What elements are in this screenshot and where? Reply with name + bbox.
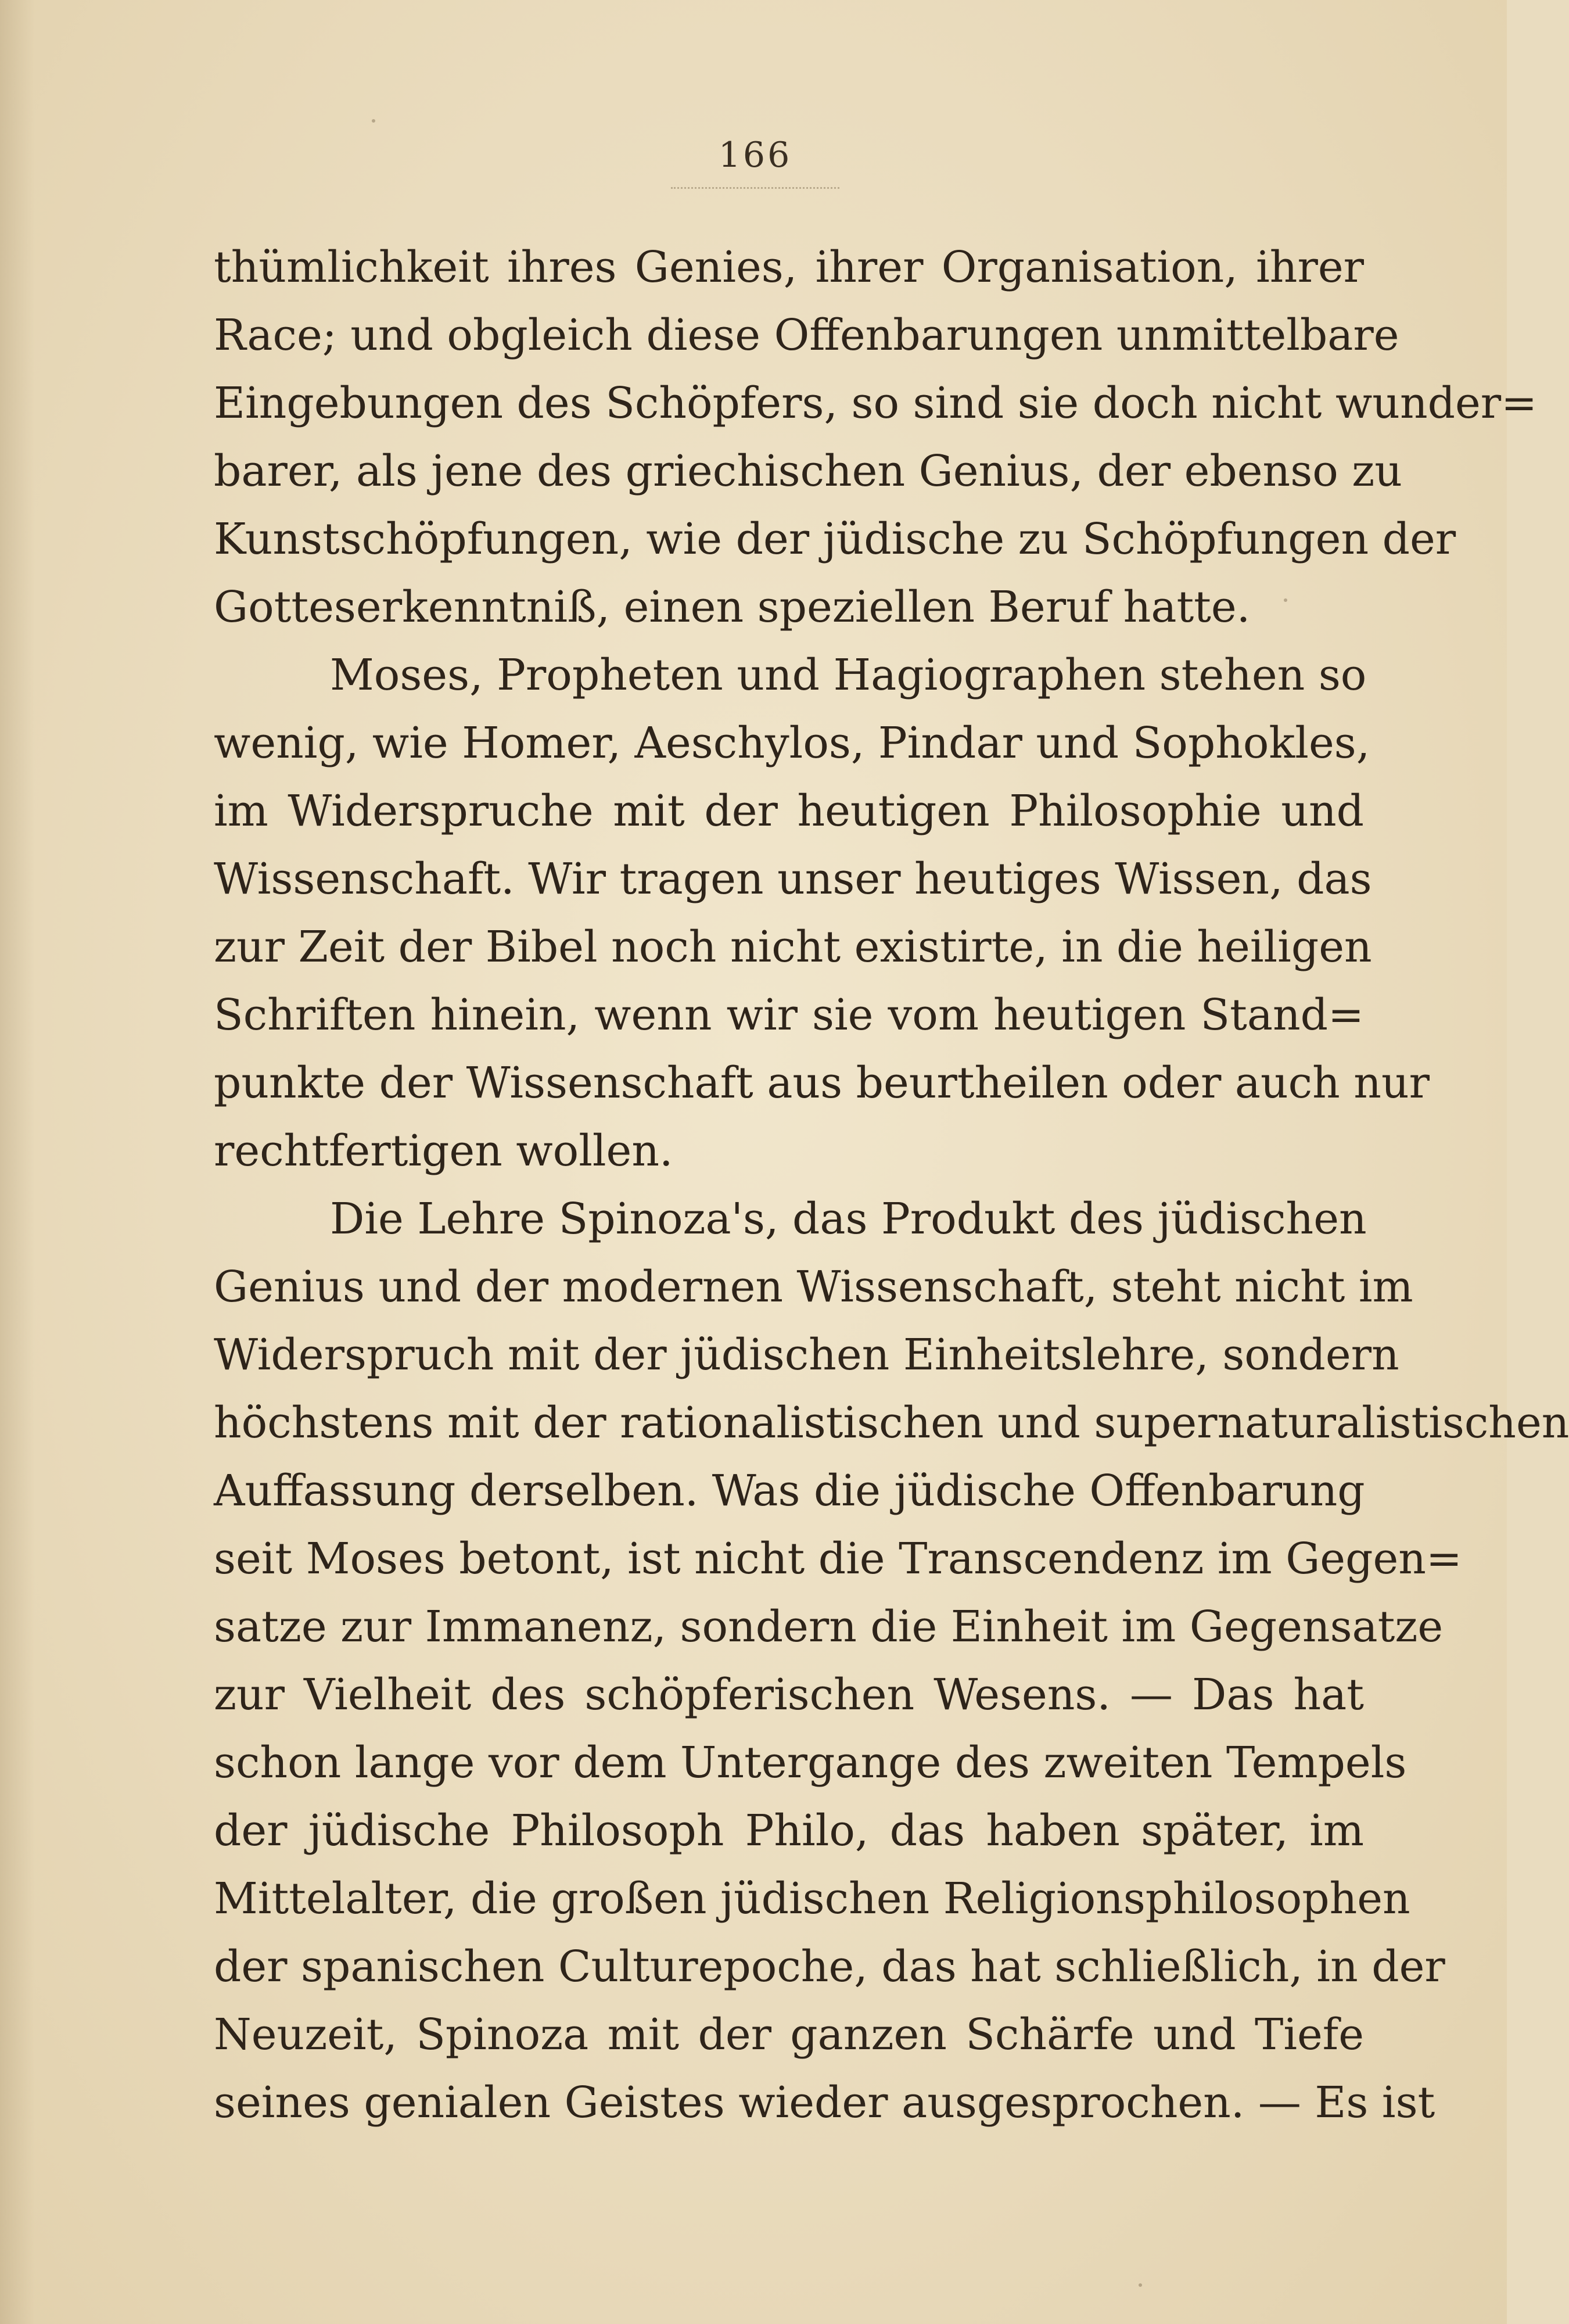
- text-line: seit Moses betont, ist nicht die Transcendenz im Gegen=: [214, 1534, 1462, 1584]
- text-line: der jüdische Philosoph Philo, das haben später, im: [214, 1806, 1364, 1856]
- header-ornament-rule: [671, 187, 839, 189]
- text-line: wenig, wie Homer, Aeschylos, Pindar und Sophokles,: [214, 718, 1370, 768]
- text-line: punkte der Wissenschaft aus beurtheilen oder auch nur: [214, 1058, 1430, 1108]
- text-line: Kunstschöpfungen, wie der jüdische zu Schöpfungen der: [214, 514, 1456, 564]
- text-line: Eingebungen des Schöpfers, so sind sie doch nicht wunder=: [214, 378, 1538, 428]
- text-line: zur Vielheit des schöpferischen Wesens. — Das hat: [214, 1670, 1364, 1720]
- text-line: seines genialen Geistes wieder ausgesprochen. — Es ist: [214, 2078, 1435, 2128]
- paper-speck: [372, 119, 375, 123]
- text-line: satze zur Immanenz, sondern die Einheit im Gegensatze: [214, 1602, 1444, 1652]
- text-line: Auffassung derselben. Was die jüdische Offenbarung: [214, 1466, 1365, 1516]
- page-number: 166: [718, 135, 792, 175]
- text-line: Widerspruch mit der jüdischen Einheitslehre, sondern: [214, 1330, 1399, 1380]
- text-line: Wissenschaft. Wir tragen unser heutiges Wissen, das: [214, 854, 1372, 904]
- text-line: Gotteserkenntniß, einen speziellen Beruf hatte.: [214, 582, 1251, 632]
- text-line: thümlichkeit ihres Genies, ihrer Organisation, ihrer: [214, 242, 1364, 292]
- body-text: [214, 235, 1569, 2147]
- text-line: im Widerspruche mit der heutigen Philosophie und: [214, 786, 1364, 836]
- page-edge-shadow: [0, 0, 35, 2324]
- text-line: rechtfertigen wollen.: [214, 1126, 673, 1176]
- text-line: zur Zeit der Bibel noch nicht existirte, in die heiligen: [214, 922, 1372, 972]
- text-line: höchstens mit der rationalistischen und supernaturalistischen: [214, 1398, 1569, 1448]
- text-line: schon lange vor dem Untergange des zweiten Tempels: [214, 1738, 1407, 1788]
- text-line: Neuzeit, Spinoza mit der ganzen Schärfe und Tiefe: [214, 2010, 1364, 2060]
- paper-speck: [1284, 598, 1287, 602]
- text-line: Moses, Propheten und Hagiographen stehen so: [330, 650, 1367, 700]
- text-line: Race; und obgleich diese Offenbarungen unmittelbare: [214, 310, 1399, 360]
- text-line: Mittelalter, die großen jüdischen Religionsphilosophen: [214, 1874, 1410, 1924]
- text-line: Die Lehre Spinoza's, das Produkt des jüdischen: [330, 1194, 1367, 1244]
- text-line: der spanischen Culturepoche, das hat schließlich, in der: [214, 1942, 1445, 1992]
- paper-speck: [1139, 2283, 1142, 2287]
- text-line: Schriften hinein, wenn wir sie vom heutigen Stand=: [214, 990, 1364, 1040]
- text-line: barer, als jene des griechischen Genius, der ebenso zu: [214, 446, 1402, 496]
- text-line: Genius und der modernen Wissenschaft, steht nicht im: [214, 1262, 1413, 1312]
